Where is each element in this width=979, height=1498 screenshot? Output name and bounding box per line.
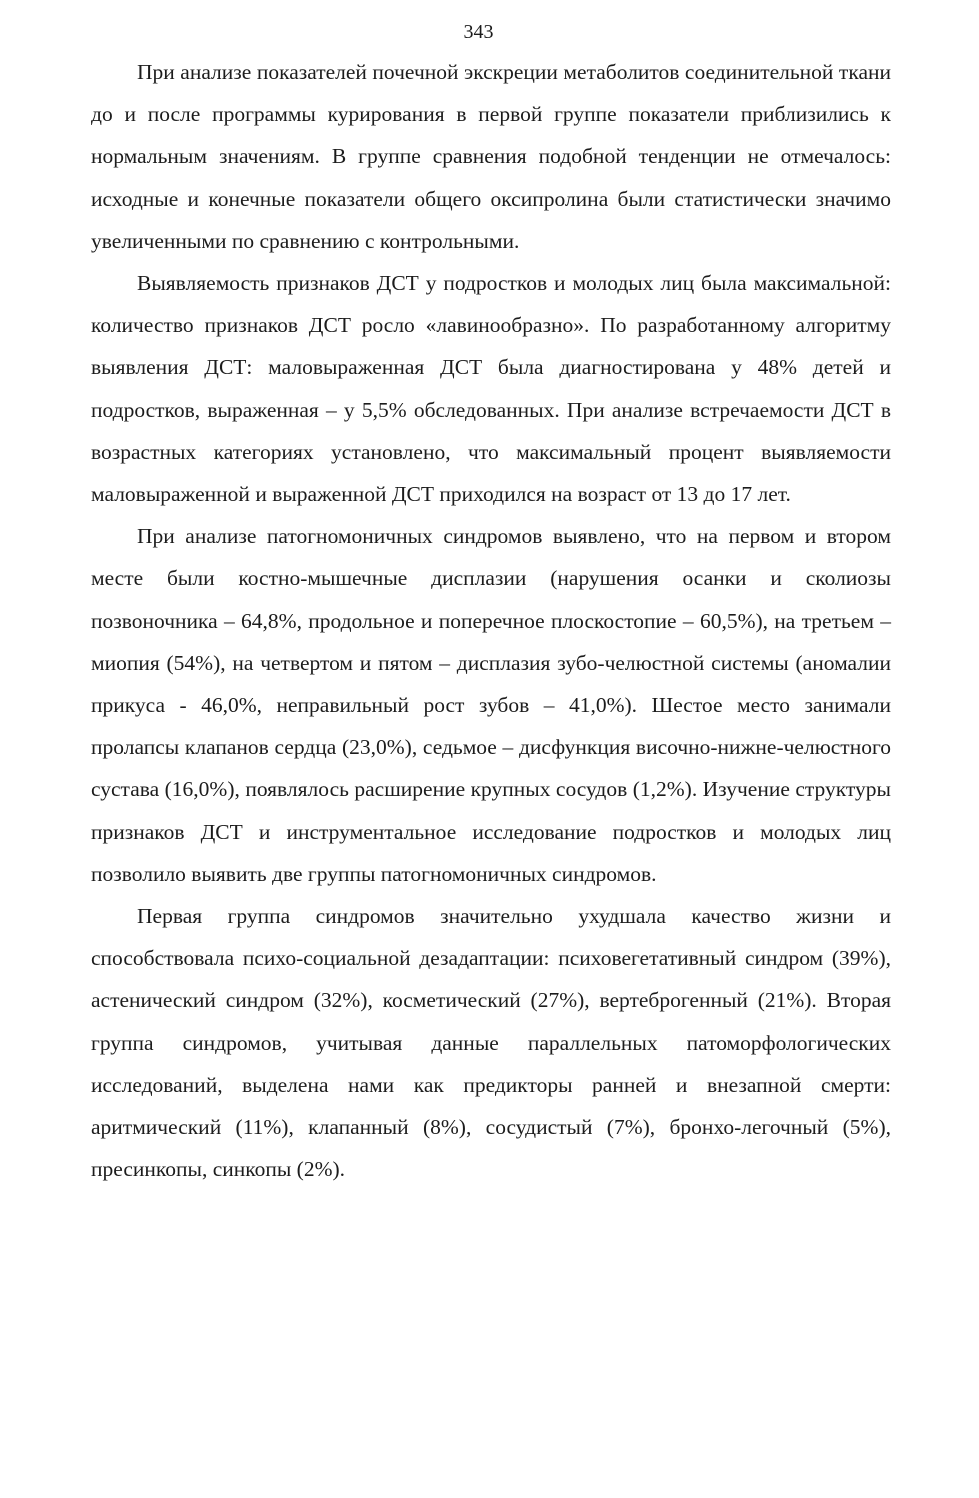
paragraph-1: При анализе показателей почечной экскреции метаболитов соединительной ткани до и после программы курирования в первой группе показатели приблизились к нормальным значениям. В группе сравнения подобной тенденции не отмечалось: исходные и конечные показатели общего оксипролина были статистически значимо увеличенными по сравнению с контрольными. — [91, 60, 891, 253]
paragraph-4: Первая группа синдромов значительно ухудшала качество жизни и способствовала психо-социальной дезадаптации: психовегетативный синдром (39%), астенический синдром (32%), косметический (27%), вертеброгенный (21%). Вторая группа синдромов, учитывая данные параллельных патоморфологических исследований, выделена нами как предикторы ранней и внезапной смерти: аритмический (11%), клапанный (8%), сосудистый (7%), бронхо-легочный (5%), пресинкопы, синкопы (2%). — [91, 904, 891, 1182]
page-number: 343 — [463, 21, 494, 43]
paragraph-2: Выявляемость признаков ДСТ у подростков и молодых лиц была максимальной: количество признаков ДСТ росло «лавинообразно». По разработанному алгоритму выявления ДСТ: маловыраженная ДСТ была диагностирована у 48% детей и подростков, выраженная – у 5,5% обследованных. При анализе встречаемости ДСТ в возрастных категориях установлено, что максимальный процент выявляемости маловыраженной и выраженной ДСТ приходился на возраст от 13 до 17 лет. — [91, 271, 891, 507]
body-text — [91, 51, 891, 1190]
paragraph-3: При анализе патогномоничных синдромов выявлено, что на первом и втором месте были костно-мышечные дисплазии (нарушения осанки и сколиозы позвоночника – 64,8%, продольное и поперечное плоскостопие – 60,5%), на третьем – миопия (54%), на четвертом и пятом – дисплазия зубо-челюстной системы (аномалии прикуса - 46,0%, неправильный рост зубов – 41,0%). Шестое место занимали пролапсы клапанов сердца (23,0%), седьмое – дисфункция височно-нижне-челюстного сустава (16,0%), появлялось расширение крупных сосудов (1,2%). Изучение структуры признаков ДСТ и инструментальное исследование подростков и молодых лиц позволило выявить две группы патогномоничных синдромов. — [91, 524, 891, 886]
